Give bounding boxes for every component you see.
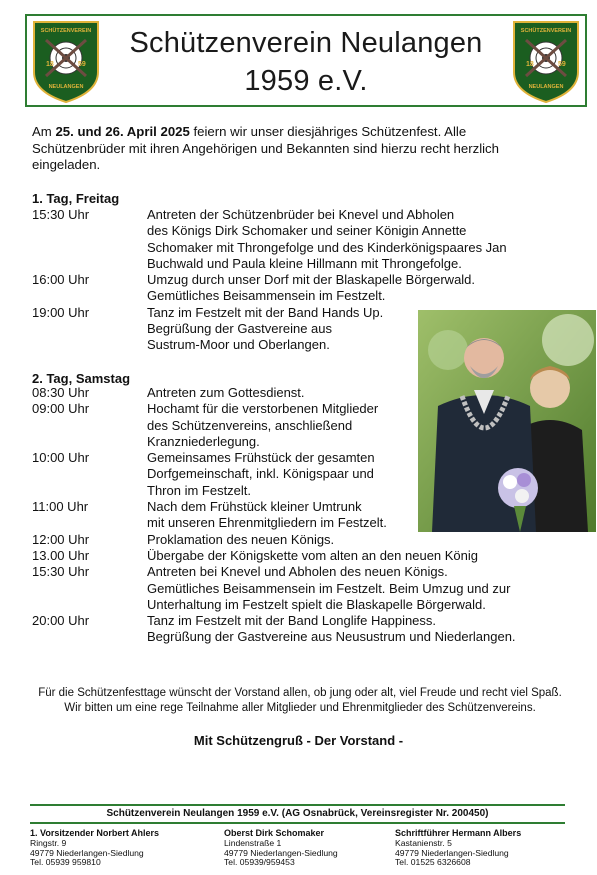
schedule-time: 19:00 Uhr [32,304,90,320]
schedule-line: Sustrum-Moor und Oberlangen. [147,337,330,353]
closing-greeting: Mit Schützengruß - Der Vorstand - [193,733,404,748]
svg-text:59: 59 [78,61,86,68]
club-emblem-icon [32,20,100,104]
schedule-description [147,207,567,272]
schedule-line: Begrüßung der Gastvereine aus [147,321,332,337]
schedule-line: des Königs Dirk Schomaker und seiner Königin Annette [147,223,467,239]
schedule-time: 15:30 Uhr [32,207,90,222]
footer-title: Schützenverein Neulangen 1959 e.V. (AG Osnabrück, Vereinsregister Nr. 200450) [106,808,489,819]
footer-divider-top [30,804,565,806]
schedule-line: Schomaker mit Throngefolge und des Kinderkönigspaares Jan [147,239,507,255]
schedule-line: Buchwald und Paula kleine Hillmann mit Throngefolge. [147,255,462,271]
schedule-time: 16:00 Uhr [32,272,90,288]
schedule-line: Antreten zum Gottesdienst. [147,385,305,400]
schedule-line: Dorfgemeinschaft, inkl. Königspaar und [147,466,374,482]
schedule-line: Tanz im Festzelt mit der Band Longlife Happiness. [147,613,437,629]
schedule-time: 11:00 Uhr [32,499,89,515]
svg-text:18: 18 [46,61,54,68]
schedule-line: Hochamt für die verstorbenen Mitglieder [147,401,379,417]
letterhead-box [25,14,587,107]
svg-text:SCHÜTZENVEREIN: SCHÜTZENVEREIN [520,28,572,34]
title-line-2: 1959 e.V. [244,65,368,97]
schedule-line: Übergabe der Königskette vom alten an den neuen König [147,548,479,563]
schedule-description [147,613,567,646]
schedule-line: Gemütliches Beisammensein im Festzelt. [147,288,386,304]
schedule-line: des Schützenvereins, anschließend [147,417,353,433]
club-emblem-icon [512,20,580,104]
title-line-1: Schützenverein Neulangen [129,27,483,59]
footer-divider-bottom [30,822,565,824]
schedule-description [147,548,567,564]
schedule-description [147,532,567,548]
svg-text:NEULANGEN: NEULANGEN [528,84,564,90]
schedule-line: Unterhaltung im Festzelt spielt die Blaskapelle Börgerwald. [147,596,486,612]
schedule-time: 13.00 Uhr [32,548,90,563]
schedule-line: Proklamation des neuen Königs. [147,531,335,547]
festival-dates: 25. und 26. April 2025 [55,124,190,139]
schedule-description [147,272,567,305]
schedule-line: Kranzniederlegung. [147,433,260,449]
schedule-time: 12:00 Uhr [32,531,90,547]
schedule-line: Begrüßung der Gastvereine aus Neusustrum und Niederlangen. [147,629,516,645]
schedule-line: Antreten bei Knevel und Abholen des neuen Königs. [147,564,448,580]
page-title [107,24,505,100]
intro-paragraph: Am 25. und 26. April 2025 feiern wir unser diesjähriges Schützenfest. Alle Schützenbrüder mit ihren Angehörigen und Bekannten sind hierzu recht herzlich eingeladen. [32,124,499,172]
footer-contact: Oberst Dirk Schomaker Lindenstraße 1 49779 Niederlangen-Siedlung Tel. 05939/959453 [224,828,338,868]
schedule-line: Tanz im Festzelt mit der Band Hands Up. [147,304,384,320]
schedule-line: mit unseren Ehrenmitgliedern im Festzelt. [147,515,387,531]
schedule-line: Gemeinsames Frühstück der gesamten [147,450,375,466]
schedule-line: Antreten der Schützenbrüder bei Knevel und Abholen [147,207,455,222]
schedule-description [147,564,567,613]
schedule-line: Nach dem Frühstück kleiner Umtrunk [147,499,362,515]
footer-contact: Schriftführer Hermann Albers Kastanienstr. 5 49779 Niederlangen-Siedlung Tel. 01525 6326608 [395,828,522,868]
closing-text: Für die Schützenfesttage wünscht der Vorstand allen, ob jung oder alt, viel Freude und recht viel Spaß. Wir bitten um eine rege Teilnahme aller Mitglieder und Ehrenmitglieder des Schützenvereins. [38,687,562,714]
footer-contact: 1. Vorsitzender Norbert Ahlers Ringstr. 9 49779 Niederlangen-Siedlung Tel. 05939 959810 [30,828,160,868]
schedule-line: Thron im Festzelt. [147,482,252,498]
schedule-time: 08:30 Uhr [32,385,90,400]
svg-text:SCHÜTZENVEREIN: SCHÜTZENVEREIN [40,28,92,34]
svg-text:18: 18 [526,61,534,68]
schedule-time: 10:00 Uhr [32,450,90,466]
svg-text:NEULANGEN: NEULANGEN [48,84,84,90]
day1-heading: 1. Tag, Freitag [32,191,120,206]
day2-heading: 2. Tag, Samstag [32,371,131,386]
schedule-time: 09:00 Uhr [32,401,90,417]
schedule-line: Umzug durch unser Dorf mit der Blaskapelle Börgerwald. [147,272,476,288]
schedule-line: Gemütliches Beisammensein im Festzelt. Beim Umzug und zur [147,580,511,596]
schedule-time: 20:00 Uhr [32,613,90,629]
svg-text:59: 59 [558,61,566,68]
schedule-time: 15:30 Uhr [32,564,90,580]
royal-couple-photo [418,310,596,532]
